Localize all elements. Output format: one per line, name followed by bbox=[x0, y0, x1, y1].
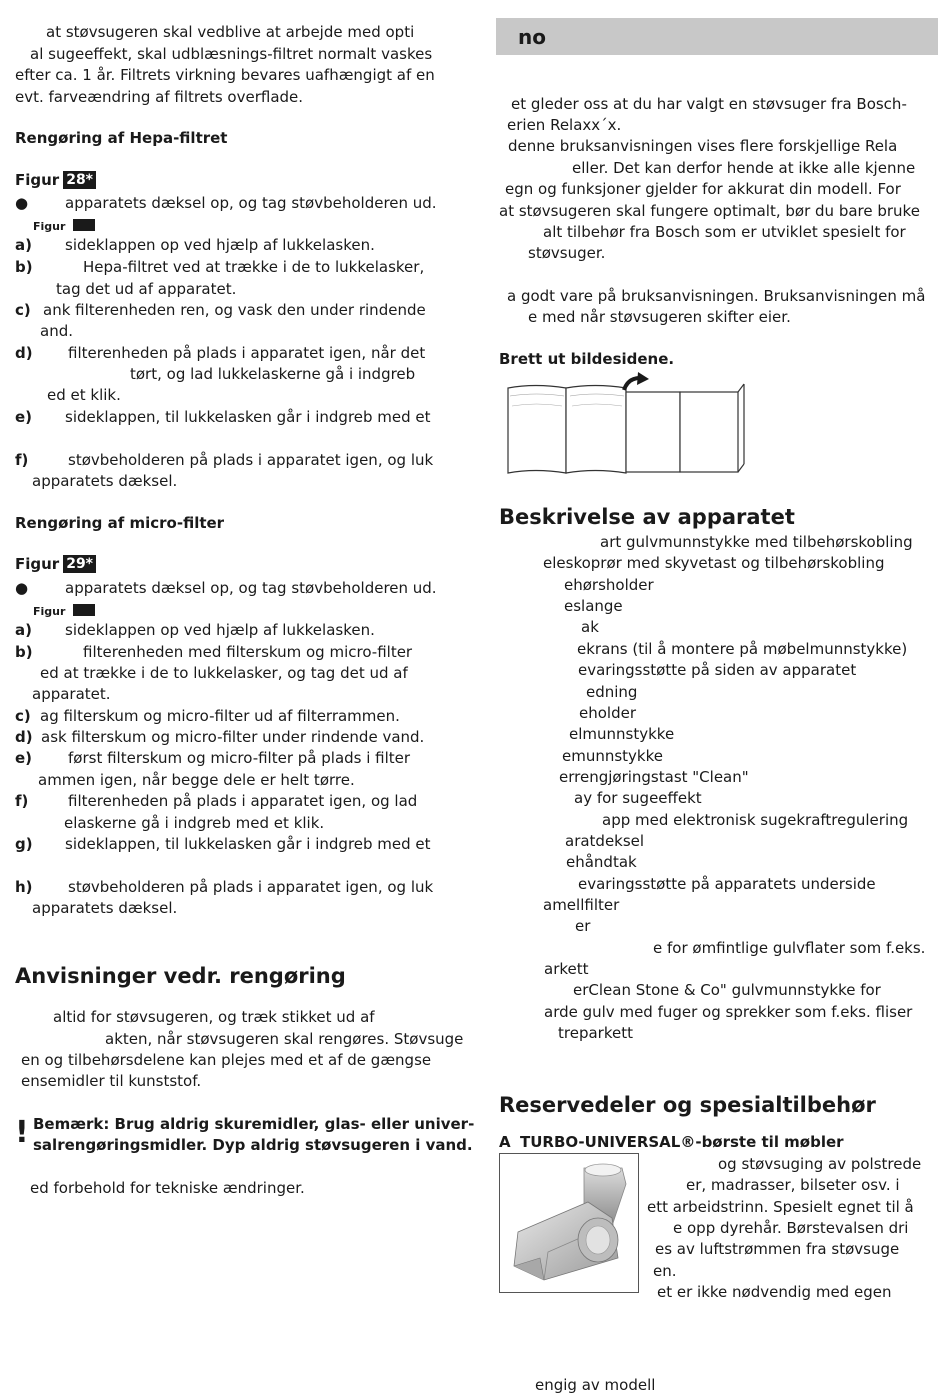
figure-small-badge bbox=[73, 604, 95, 616]
list-item: er bbox=[575, 917, 591, 935]
language-header-bar bbox=[496, 18, 938, 55]
section-title: Beskrivelse av apparatet bbox=[499, 505, 795, 529]
bullet-text: apparatets dæksel op, og tag støvbeholderen ud. bbox=[65, 579, 437, 597]
step-mark: a) bbox=[15, 621, 32, 639]
text-line: egn og funksjoner gjelder for akkurat din modell. For bbox=[505, 180, 901, 198]
step-text: Hepa-filtret ved at trække i de to lukkelasker, bbox=[83, 258, 425, 276]
step-mark: f) bbox=[15, 451, 29, 469]
turbo-brush-image bbox=[499, 1153, 639, 1293]
warning-text: salrengøringsmidler. Dyp aldrig støvsugeren i vand. bbox=[33, 1136, 473, 1154]
text-line: akten, når støvsugeren skal rengøres. Støvsuge bbox=[105, 1030, 464, 1048]
list-item: edning bbox=[586, 683, 638, 701]
list-item: errengjøringstast "Clean" bbox=[559, 768, 749, 786]
step-text: sideklappen op ved hjælp af lukkelasken. bbox=[65, 236, 375, 254]
section-heading: Rengøring af Hepa-filtret bbox=[15, 129, 228, 147]
text-line: al sugeeffekt, skal udblæsnings-filtret normalt vaskes bbox=[30, 45, 433, 63]
step-text: ed et klik. bbox=[47, 386, 121, 404]
figure-small-badge bbox=[73, 219, 95, 231]
text-line: e opp dyrehår. Børstevalsen dri bbox=[673, 1219, 909, 1237]
step-text: and. bbox=[40, 322, 73, 340]
list-item: evaringsstøtte på siden av apparatet bbox=[578, 661, 857, 679]
text-line: es av luftstrømmen fra støvsuge bbox=[655, 1240, 900, 1258]
list-item: eslange bbox=[564, 597, 623, 615]
step-text: støvbeholderen på plads i apparatet igen, og luk bbox=[68, 451, 434, 469]
list-item: elmunnstykke bbox=[569, 725, 675, 743]
list-item: erClean Stone & Co" gulvmunnstykke for bbox=[573, 981, 881, 999]
figure-number-badge: 28* bbox=[63, 171, 96, 189]
list-item: eleskoprør med skyvetast og tilbehørskobling bbox=[543, 554, 885, 572]
text-line: a godt vare på bruksanvisningen. Bruksanvisningen må bbox=[507, 287, 926, 305]
step-text: sideklappen, til lukkelasken går i indgreb med et bbox=[65, 408, 431, 426]
text-line: støvsuger. bbox=[528, 244, 606, 262]
list-item: art gulvmunnstykke med tilbehørskobling bbox=[600, 533, 913, 551]
step-mark: c) bbox=[15, 707, 31, 725]
step-text: filterenheden på plads i apparatet igen, når det bbox=[68, 344, 426, 362]
section-title: Anvisninger vedr. rengøring bbox=[15, 964, 346, 988]
step-text: elaskerne gå i indgreb med et klik. bbox=[64, 814, 325, 832]
step-mark: d) bbox=[15, 728, 33, 746]
text-line: og støvsuging av polstrede bbox=[718, 1155, 922, 1173]
bullet-mark: ● bbox=[15, 194, 29, 212]
list-item: arkett bbox=[544, 960, 589, 978]
text-line: denne bruksanvisningen vises flere forskjellige Rela bbox=[508, 137, 898, 155]
figure-label: Figur bbox=[15, 555, 60, 573]
step-text: ammen igen, når begge dele er helt tørre. bbox=[38, 771, 355, 789]
step-mark: e) bbox=[15, 749, 33, 767]
step-mark: a) bbox=[15, 236, 32, 254]
text-line: et gleder oss at du har valgt en støvsuger fra Bosch- bbox=[511, 95, 907, 113]
step-mark: b) bbox=[15, 643, 33, 661]
text-line: altid for støvsugeren, og træk stikket ud af bbox=[53, 1008, 375, 1026]
list-item: ekrans (til å montere på møbelmunnstykke) bbox=[577, 640, 908, 658]
step-text: ag filterskum og micro-filter ud af filterrammen. bbox=[40, 707, 400, 725]
figure-small-label: Figur bbox=[33, 220, 66, 233]
warning-text: Bemærk: Brug aldrig skuremidler, glas- eller univer- bbox=[33, 1115, 475, 1133]
list-item: amellfilter bbox=[543, 896, 620, 914]
step-text: apparatet. bbox=[32, 685, 111, 703]
step-text: ed at trække i de to lukkelasker, og tag det ud af bbox=[40, 664, 408, 682]
step-text: tag det ud af apparatet. bbox=[56, 280, 237, 298]
text-line: alt tilbehør fra Bosch som er utviklet spesielt for bbox=[543, 223, 906, 241]
text-line: ett arbeidstrinn. Spesielt egnet til å bbox=[647, 1198, 914, 1216]
list-item: app med elektronisk sugekraftregulering bbox=[602, 811, 909, 829]
figure-ref bbox=[15, 554, 96, 574]
list-item: e for ømfintlige gulvflater som f.eks. bbox=[653, 939, 926, 957]
step-mark: b) bbox=[15, 258, 33, 276]
text-line: en og tilbehørsdelene kan plejes med et af de gængse bbox=[21, 1051, 432, 1069]
section-heading: Rengøring af micro-filter bbox=[15, 514, 225, 532]
list-item: aratdeksel bbox=[565, 832, 645, 850]
text-line: at støvsugeren skal vedblive at arbejde med opti bbox=[46, 23, 415, 41]
step-text: tørt, og lad lukkelaskerne gå i indgreb bbox=[130, 365, 416, 383]
turbo-brush-icon bbox=[500, 1154, 638, 1292]
list-item: ehåndtak bbox=[566, 853, 637, 871]
unfold-instruction: Brett ut bildesidene. bbox=[499, 350, 675, 368]
language-code: no bbox=[518, 25, 546, 49]
step-mark: f) bbox=[15, 792, 29, 810]
text-line: e med når støvsugeren skifter eier. bbox=[528, 308, 791, 326]
step-mark: g) bbox=[15, 835, 33, 853]
text-line: ensemidler til kunststof. bbox=[21, 1072, 202, 1090]
text-line: et er ikke nødvendig med egen bbox=[657, 1283, 892, 1301]
step-mark: d) bbox=[15, 344, 33, 362]
warning-icon: ! bbox=[15, 1115, 29, 1150]
step-text: sideklappen op ved hjælp af lukkelasken. bbox=[65, 621, 375, 639]
list-item: evaringsstøtte på apparatets underside bbox=[578, 875, 876, 893]
step-text: først filterskum og micro-filter på plads i filter bbox=[68, 749, 411, 767]
step-mark: e) bbox=[15, 408, 33, 426]
step-text: filterenheden på plads i apparatet igen, og lad bbox=[68, 792, 418, 810]
text-line: erien Relaxx´x. bbox=[507, 116, 622, 134]
text-line: evt. farveændring af filtrets overflade. bbox=[15, 88, 304, 106]
step-text: støvbeholderen på plads i apparatet igen, og luk bbox=[68, 878, 434, 896]
bullet-text: apparatets dæksel op, og tag støvbeholderen ud. bbox=[65, 194, 437, 212]
figure-small-label: Figur bbox=[33, 605, 66, 618]
model-note: engig av modell bbox=[535, 1376, 656, 1394]
text-line: at støvsugeren skal fungere optimalt, bør du bare bruke bbox=[499, 202, 920, 220]
list-item: arde gulv med fuger og sprekker som f.eks. fliser bbox=[544, 1003, 913, 1021]
list-item: emunnstykke bbox=[562, 747, 664, 765]
step-text: apparatets dæksel. bbox=[32, 472, 178, 490]
section-title: Reservedeler og spesialtilbehør bbox=[499, 1093, 876, 1117]
footer-note: ed forbehold for tekniske ændringer. bbox=[30, 1179, 305, 1197]
step-text: apparatets dæksel. bbox=[32, 899, 178, 917]
step-mark: c) bbox=[15, 301, 31, 319]
step-text: sideklappen, til lukkelasken går i indgreb med et bbox=[65, 835, 431, 853]
accessory-title: TURBO-UNIVERSAL®-børste til møbler bbox=[520, 1133, 844, 1151]
foldout-pages-illustration bbox=[500, 372, 750, 478]
figure-small-ref bbox=[33, 600, 95, 622]
figure-ref bbox=[15, 170, 96, 190]
figure-label: Figur bbox=[15, 171, 60, 189]
text-line: efter ca. 1 år. Filtrets virkning bevares uafhængigt af en bbox=[15, 66, 435, 84]
list-item: treparkett bbox=[558, 1024, 633, 1042]
step-text: ask filterskum og micro-filter under rindende vand. bbox=[41, 728, 425, 746]
text-line: er, madrasser, bilseter osv. i bbox=[686, 1176, 900, 1194]
figure-small-ref bbox=[33, 215, 95, 237]
list-item: eholder bbox=[579, 704, 636, 722]
accessory-label: A bbox=[499, 1133, 511, 1151]
list-item: ay for sugeeffekt bbox=[574, 789, 702, 807]
figure-number-badge: 29* bbox=[63, 555, 96, 573]
step-text: ank filterenheden ren, og vask den under rindende bbox=[43, 301, 426, 319]
step-mark: h) bbox=[15, 878, 33, 896]
text-line: en. bbox=[653, 1262, 677, 1280]
list-item: ak bbox=[581, 618, 599, 636]
list-item: ehørsholder bbox=[564, 576, 654, 594]
text-line: eller. Det kan derfor hende at ikke alle kjenne bbox=[572, 159, 916, 177]
step-text: filterenheden med filterskum og micro-filter bbox=[83, 643, 413, 661]
bullet-mark: ● bbox=[15, 579, 29, 597]
